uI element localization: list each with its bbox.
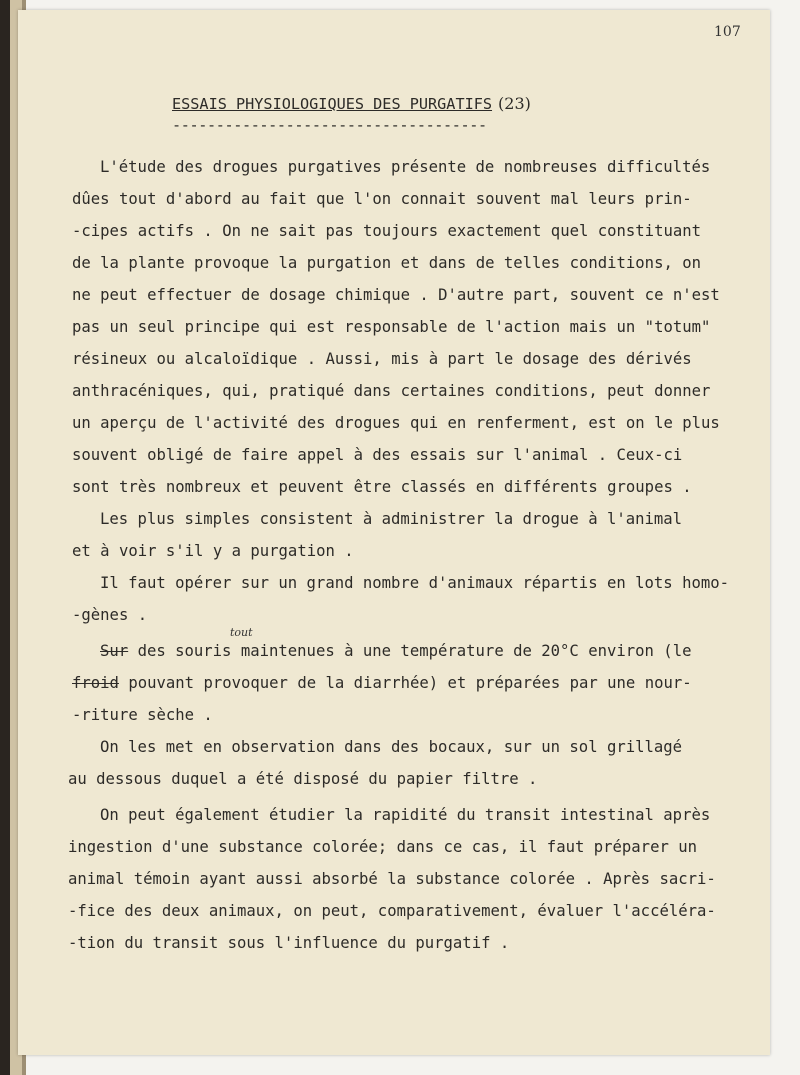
struck-word: Sur xyxy=(100,642,129,660)
title-dashed-rule: ------------------------------------ xyxy=(172,116,487,134)
text-line-12: Les plus simples consistent à administrer la drogue à l'animal xyxy=(100,510,683,528)
struck-cold-word: froid xyxy=(72,674,119,692)
title-handwritten-note: (23) xyxy=(498,94,531,113)
text-line-17-body: pouvant provoquer de la diarrhée) et préparées par une nour- xyxy=(128,674,692,692)
text-line-2: dûes tout d'abord au fait que l'on connait souvent mal leurs prin- xyxy=(72,190,692,208)
text-line-5: ne peut effectuer de dosage chimique . D'autre part, souvent ce n'est xyxy=(72,286,720,304)
text-line-22: ingestion d'une substance colorée; dans ce cas, il faut préparer un xyxy=(68,838,698,856)
title-text: ESSAIS PHYSIOLOGIQUES DES PURGATIFS xyxy=(172,95,493,113)
text-line-13: et à voir s'il y a purgation . xyxy=(72,542,354,560)
document-title xyxy=(172,94,531,113)
text-line-16 xyxy=(100,642,691,660)
text-line-11: sont très nombreux et peuvent être classés en différents groupes . xyxy=(72,478,692,496)
binding-edge xyxy=(0,0,10,1075)
document-page xyxy=(18,10,770,1055)
text-line-20: au dessous duquel a été disposé du papier filtre . xyxy=(68,770,538,788)
text-line-3: -cipes actifs . On ne sait pas toujours exactement quel constituant xyxy=(72,222,702,240)
text-line-15: -gènes . xyxy=(72,606,148,624)
text-line-7: résineux ou alcaloïdique . Aussi, mis à part le dosage des dérivés xyxy=(72,350,692,368)
text-line-9: un aperçu de l'activité des drogues qui en renferment, est on le plus xyxy=(72,414,720,432)
text-line-17 xyxy=(72,674,692,692)
text-line-21: On peut également étudier la rapidité du transit intestinal après xyxy=(100,806,711,824)
text-line-24: -fice des deux animaux, on peut, comparativement, évaluer l'accéléra- xyxy=(68,902,716,920)
handwritten-insertion: tout xyxy=(230,626,253,639)
text-line-23: animal témoin ayant aussi absorbé la substance colorée . Après sacri- xyxy=(68,870,716,888)
text-line-6: pas un seul principe qui est responsable de l'action mais un "totum" xyxy=(72,318,711,336)
text-line-16-body: des souris maintenues à une température de 20°C environ (le xyxy=(137,642,692,660)
text-line-18: -riture sèche . xyxy=(72,706,213,724)
folio-number: 107 xyxy=(714,24,741,40)
text-line-25: -tion du transit sous l'influence du purgatif . xyxy=(68,934,510,952)
text-line-4: de la plante provoque la purgation et dans de telles conditions, on xyxy=(72,254,702,272)
text-line-10: souvent obligé de faire appel à des essais sur l'animal . Ceux-ci xyxy=(72,446,683,464)
text-line-19: On les met en observation dans des bocaux, sur un sol grillagé xyxy=(100,738,683,756)
text-line-14: Il faut opérer sur un grand nombre d'animaux répartis en lots homo- xyxy=(100,574,730,592)
text-line-1: L'étude des drogues purgatives présente de nombreuses difficultés xyxy=(100,158,711,176)
text-line-8: anthracéniques, qui, pratiqué dans certaines conditions, peut donner xyxy=(72,382,711,400)
